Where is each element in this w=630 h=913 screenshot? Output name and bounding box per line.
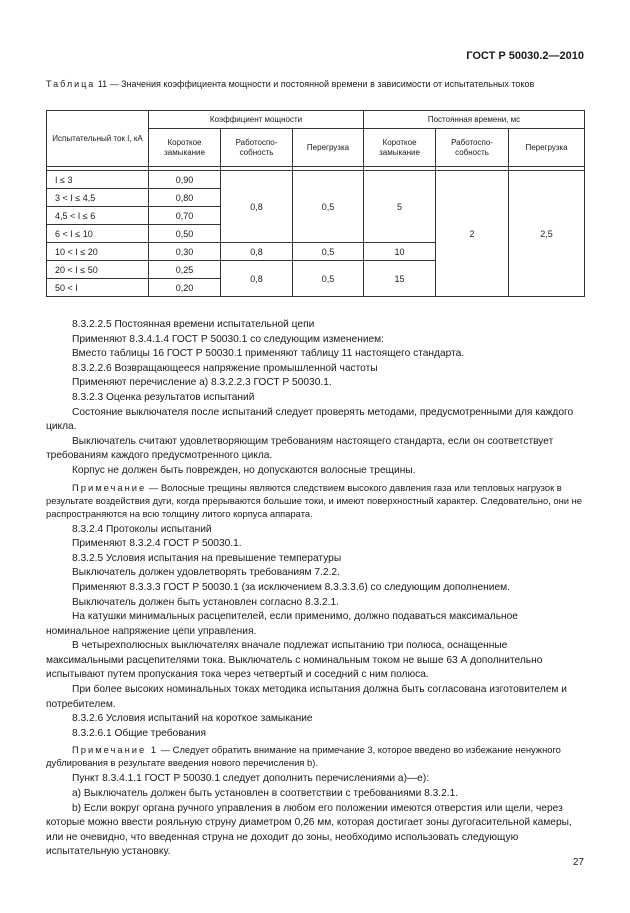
section-heading: 8.3.2.2.6 Возвращающееся напряжение промышленной частоты [72,362,378,374]
header-test-current: Испытательный ток I, кA [47,111,149,167]
paragraph: Выключатель должен быть установлен согласно 8.3.2.1. [72,596,339,608]
note-text: — Следует обратить внимание на примечание 3, которое введено во избежание ненужного дублирования в результате введения нового перечисления b). [46,744,561,769]
header-time-constant: Постоянная времени, мс [364,111,585,129]
group1-tc-short-circuit: 5 [364,171,436,243]
header-pf-overload: Перегрузка [293,129,364,167]
paragraph: Применяют перечисление а) 8.3.2.2.3 ГОСТ Р 50030.1. [72,377,332,389]
row-current-limit: 6 < I ≤ 10 [47,225,149,243]
header-tc-short-circuit: Короткое замыкание [364,129,436,167]
paragraph: b) Если вокруг органа ручного управления в любом его положении имеются отверстия или щели, через которые можно ввести рояльную струну диаметром 0,26 мм, которая достигает зоны дугогасительной камеры, или не очевидно, что введенная струна не доходит до зоны, необходимо использовать следующую испытательную установку. [46,802,572,858]
row-pf-short-circuit: 0,50 [149,225,221,243]
note-label: Примечание 1 [72,744,159,756]
group2-pf-operational: 0,8 [221,243,293,261]
section-heading: 8.3.2.5 Условия испытания на превышение температуры [72,552,342,564]
page-number: 27 [572,857,584,868]
section-heading: 8.3.2.2.5 Постоянная времени испытательной цепи [72,319,315,330]
row-pf-short-circuit: 0,80 [149,189,221,207]
section-heading: 8.3.2.4 Протоколы испытаний [72,523,212,535]
group1-pf-operational: 0,8 [221,171,293,243]
row-current-limit: 50 < I [47,279,149,297]
group2-tc-short-circuit: 10 [364,243,436,261]
caption-text: 11 — Значения коэффициента мощности и постоянной времени в зависимости от испытательных токов [95,79,535,89]
section-heading: 8.3.2.6 Условия испытаний на короткое замыкание [72,713,313,725]
tc-overload-all: 2,5 [509,171,585,297]
row-pf-short-circuit: 0,30 [149,243,221,261]
group2-pf-overload: 0,5 [293,243,364,261]
header-pf-operational: Работоспо-собность [221,129,293,167]
paragraph: Выключатель должен удовлетворять требованиям 7.2.2. [72,567,340,579]
section-heading: 8.3.2.6.1 Общие требования [72,727,206,739]
row-pf-short-circuit: 0,20 [149,279,221,297]
paragraph: Пункт 8.3.4.1.1 ГОСТ Р 50030.1 следует дополнить перечислениями а)—е): [72,773,430,785]
header-pf-short-circuit: Короткое замыкание [149,129,221,167]
group3-tc-short-circuit: 15 [364,261,436,297]
note [46,481,584,520]
header-tc-overload: Перегрузка [509,129,585,167]
paragraph: Вместо таблицы 16 ГОСТ Р 50030.1 применяют таблицу 11 настоящего стандарта. [72,348,465,360]
row-pf-short-circuit: 0,70 [149,207,221,225]
paragraph: Применяют 8.3.3.3 ГОСТ Р 50030.1 (за исключением 8.3.3.3.6) со следующим дополнением. [72,581,510,593]
paragraph: а) Выключатель должен быть установлен в соответствии с требованиями 8.3.2.1. [72,788,459,800]
paragraph: Выключатель считают удовлетворяющим требованиям настоящего стандарта, если он соответствует требованиям каждого предусмотренного цикла. [46,435,554,462]
paragraph: Применяют 8.3.4.1.4 ГОСТ Р 50030.1 со следующим изменением: [72,333,385,345]
section-heading: 8.3.2.3 Оценка результатов испытаний [72,391,255,403]
paragraph: Корпус не должен быть поврежден, но допускаются волосные трещины. [72,464,416,476]
group1-pf-overload: 0,5 [293,171,364,243]
note-text: — Волосные трещины являются следствием высокого давления газа или тепловых нагрузок в результате воздействия дуги, когда прерываются большие токи, и имеют поверхностный характер. Следовательно, они не распространяются на всю толщину литого корпуса аппарата. [46,481,583,519]
row-current-limit: 4,5 < I ≤ 6 [47,207,149,225]
row-current-limit: 20 < I ≤ 50 [47,261,149,279]
document-header: ГОСТ Р 50030.2—2010 [466,50,584,62]
paragraph: Применяют 8.3.2.4 ГОСТ Р 50030.1. [72,538,242,550]
paragraph: Состояние выключателя после испытаний следует проверять методами, предусмотренными для каждого цикла. [46,406,574,433]
row-current-limit: 10 < I ≤ 20 [47,243,149,261]
header-power-factor: Коэффициент мощности [149,111,364,129]
note-label: Примечание [72,481,147,493]
note [46,743,584,769]
table-caption [46,79,586,90]
row-pf-short-circuit: 0,25 [149,261,221,279]
paragraph: В четырехполюсных выключателях вначале подлежат испытанию три полюса, оснащенные максимальными расцепителями тока. Выключатель с номинальным током не выше 63 А дополнительно испытывают путем пропускания тока через четвертый и соседний с ним полюса. [46,640,543,681]
paragraph: При более высоких номинальных токах методика испытания должна быть согласована изготовителем и потребителем. [46,684,567,710]
row-current-limit: I ≤ 3 [47,171,149,189]
caption-label: Таблица [46,79,96,89]
row-pf-short-circuit: 0,90 [149,171,221,189]
tc-operational-all: 2 [436,171,509,297]
coefficient-table [46,110,585,297]
paragraph: На катушки минимальных расцепителей, если применимо, должно подаваться максимальное номинальное напряжение цепи управления. [46,611,518,637]
header-tc-operational: Работоспо-собность [436,129,509,167]
row-current-limit: 3 < I ≤ 4,5 [47,189,149,207]
group3-pf-overload: 0,5 [293,261,364,297]
body-text [46,318,584,860]
group3-pf-operational: 0,8 [221,261,293,297]
